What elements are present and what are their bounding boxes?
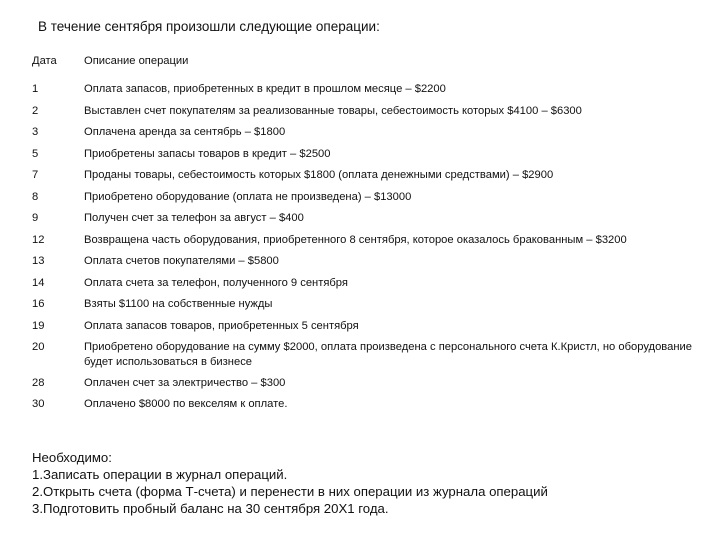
row-description: Оплата счетов покупателями – $5800 — [84, 255, 279, 267]
row-date: 16 — [32, 298, 45, 310]
row-description: Оплачена аренда за сентябрь – $1800 — [84, 126, 286, 138]
table-row — [32, 233, 692, 248]
row-date: 30 — [32, 398, 45, 410]
table-row — [32, 190, 692, 205]
table-row — [32, 254, 692, 269]
row-date: 28 — [32, 376, 45, 389]
task-item: 2.Открыть счета (форма Т-счета) и перенести в них операции из журнала операций — [32, 484, 548, 499]
table-row — [32, 276, 692, 291]
tasks-title: Необходимо: — [32, 450, 112, 465]
row-description: Проданы товары, себестоимость которых $1800 (оплата денежными средствами) – $2900 — [84, 169, 554, 181]
task-item: 3.Подготовить пробный баланс на 30 сентября 20Х1 года. — [32, 501, 389, 516]
row-date: 5 — [32, 147, 39, 160]
table-row — [32, 397, 692, 412]
row-description: Приобретены запасы товаров в кредит – $2500 — [84, 147, 331, 160]
row-date: 1 — [32, 83, 39, 95]
tasks-block — [32, 449, 548, 517]
table-row — [32, 125, 692, 140]
table-row — [32, 168, 692, 183]
operations-table — [32, 54, 692, 419]
intro-text: В течение сентября произошли следующие операции: — [38, 19, 380, 34]
row-date: 3 — [32, 126, 39, 138]
row-description: Оплачен счет за электричество – $300 — [84, 376, 286, 389]
row-description: Взяты $1100 на собственные нужды — [84, 298, 273, 310]
table-row — [32, 340, 692, 369]
row-date: 19 — [32, 319, 45, 332]
table-row — [32, 211, 692, 226]
row-description: Получен счет за телефон за август – $400 — [84, 212, 304, 224]
header-date: Дата — [32, 55, 57, 67]
table-row — [32, 319, 692, 334]
row-description: Приобретено оборудование на сумму $2000, оплата произведена с персонального счета К.Кристл, но оборудование будет использоваться в бизнесе — [84, 341, 692, 368]
row-date: 13 — [32, 255, 45, 267]
task-item: 1.Записать операции в журнал операций. — [32, 467, 288, 482]
row-description: Возвращена часть оборудования, приобретенного 8 сентября, которое оказалось бракованным – $3200 — [84, 233, 627, 246]
row-date: 9 — [32, 212, 39, 224]
row-date: 20 — [32, 341, 45, 353]
table-row — [32, 297, 692, 312]
row-description: Выставлен счет покупателям за реализованные товары, себестоимость которых $4100 – $6300 — [84, 104, 582, 117]
row-description: Оплачено $8000 по векселям к оплате. — [84, 398, 288, 410]
table-row — [32, 104, 692, 119]
row-date: 2 — [32, 104, 39, 117]
row-description: Оплата запасов товаров, приобретенных 5 сентября — [84, 319, 359, 332]
table-row — [32, 376, 692, 391]
row-description: Оплата запасов, приобретенных в кредит в прошлом месяце – $2200 — [84, 83, 446, 95]
row-date: 7 — [32, 169, 39, 181]
table-row — [32, 82, 692, 97]
table-row — [32, 147, 692, 162]
table-header — [32, 54, 692, 69]
row-description: Оплата счета за телефон, полученного 9 сентября — [84, 276, 348, 289]
row-date: 8 — [32, 190, 39, 203]
row-date: 14 — [32, 276, 45, 289]
row-date: 12 — [32, 233, 45, 246]
row-description: Приобретено оборудование (оплата не произведена) – $13000 — [84, 190, 412, 203]
header-description: Описание операции — [84, 55, 189, 67]
